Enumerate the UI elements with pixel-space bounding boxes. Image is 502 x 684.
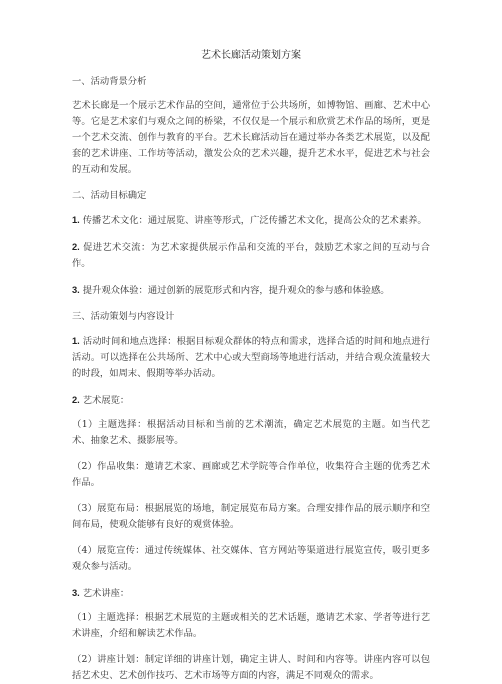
goal-item-text: 促进艺术交流：为艺术家提供展示作品和交流的平台，鼓励艺术家之间的互动与合作。: [72, 242, 430, 269]
goal-item-number: 3.: [72, 285, 80, 295]
lecture-subitem-2: （2）讲座计划：制定详细的讲座计划，确定主讲人、时间和内容等。讲座内容可以包括艺术史、艺术创作技巧、艺术市场等方面的内容，满足不同观众的需求。: [72, 654, 430, 681]
planning-item-lecture: [72, 585, 430, 602]
exhibition-subitem-1: （1）主题选择：根据活动目标和当前的艺术潮流，确定艺术展览的主题。如当代艺术、抽象艺术、摄影展等。: [72, 419, 430, 446]
goal-item-number: 2.: [72, 242, 80, 252]
section-heading-goals: 二、活动目标确定: [72, 190, 147, 201]
exhibition-subitem-4: （4）展览宣传：通过传统媒体、社交媒体、官方网站等渠道进行展览宣传，吸引更多观众参与活动。: [72, 545, 430, 572]
goal-item-text: 传播艺术文化：通过展览、讲座等形式，广泛传播艺术文化，提高公众的艺术素养。: [82, 215, 427, 226]
planning-item-text: 艺术讲座：: [82, 588, 130, 599]
goal-item-number: 1.: [72, 215, 80, 225]
document-title: 艺术长廊活动策划方案: [201, 50, 301, 61]
exhibition-subitem-2: （2）作品收集：邀请艺术家、画廊或艺术学院等合作单位，收集符合主题的优秀艺术作品。: [72, 461, 430, 488]
planning-item-text: 艺术展览：: [82, 395, 130, 406]
planning-item-number: 3.: [72, 588, 80, 598]
goal-item-1: [72, 212, 430, 229]
goal-item-3: [72, 282, 430, 299]
planning-item-number: 1.: [72, 336, 80, 346]
planning-item-text: 活动时间和地点选择：根据目标观众群体的特点和需求，选择合适的时间和地点进行活动。可以选择在公共场所、艺术中心或大型商场等地进行活动，并结合观众流量较大的时段，如周末、假期等举办活动。: [72, 336, 430, 379]
goal-item-text: 提升观众体验：通过创新的展览形式和内容，提升观众的参与感和体验感。: [82, 285, 390, 296]
exhibition-subitem-3: （3）展览布局：根据展览的场地，制定展览布局方案。合理安排作品的展示顺序和空间布局，使观众能够有良好的观赏体验。: [72, 503, 430, 530]
lecture-subitem-1: （1）主题选择：根据艺术展览的主题或相关的艺术话题，邀请艺术家、学者等进行艺术讲座，介绍和解读艺术作品。: [72, 612, 430, 639]
goal-item-2: [72, 239, 430, 272]
planning-item-exhibition: [72, 392, 430, 409]
background-paragraph: 艺术长廊是一个展示艺术作品的空间，通常位于公共场所，如博物馆、画廊、艺术中心等。它是艺术家们与观众之间的桥梁，不仅仅是一个展示和欣赏艺术作品的场所，更是一个艺术交流、创作与教育的平台。艺术长廊活动旨在通过举办各类艺术展览，以及配套的艺术讲座、工作坊等活动，激发公众的艺术兴趣，提升艺术水平，促进艺术与社会的互动和发展。: [72, 100, 430, 175]
planning-item-time-location: [72, 333, 430, 382]
section-heading-planning: 三、活动策划与内容设计: [72, 311, 175, 322]
section-heading-background: 一、活动背景分析: [72, 76, 147, 87]
planning-item-number: 2.: [72, 395, 80, 405]
